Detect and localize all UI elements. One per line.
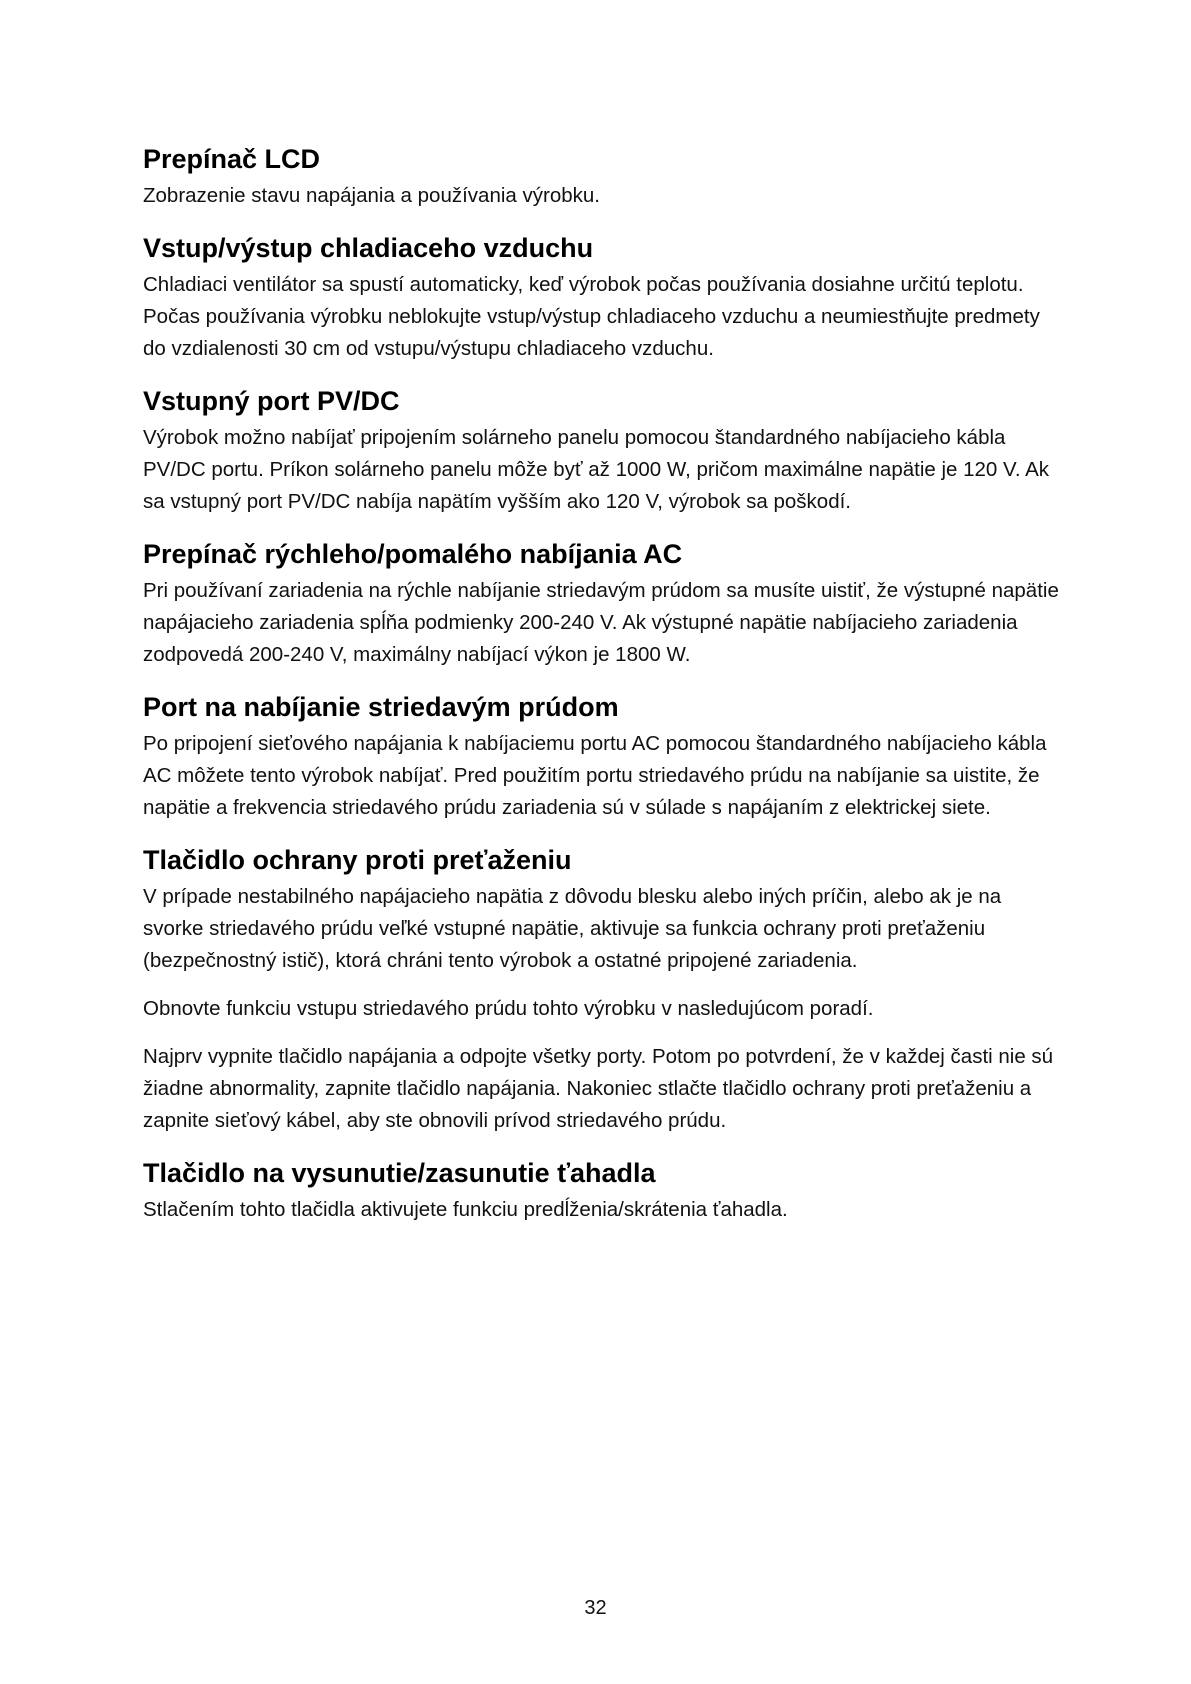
section-paragraph: Zobrazenie stavu napájania a používania výrobku. [143,184,600,207]
section-cooling-air [143,231,1063,365]
section-heading: Port na nabíjanie striedavým prúdom [143,692,619,722]
section-paragraph: Stlačením tohto tlačidla aktivujete funkciu predĺženia/skrátenia ťahadla. [143,1198,788,1221]
section-heading: Vstupný port PV/DC [143,386,400,416]
section-paragraph: Po pripojení sieťového napájania k nabíjaciemu portu AC pomocou štandardného nabíjacieho kábla AC môžete tento výrobok nabíjať. Pred použitím portu striedavého prúdu na nabíjanie sa uistite, že napätie a frekvencia striedavého prúdu zariadenia sú v súlade s napájaním z elektrickej siete. [143,732,1047,819]
section-handle-button [143,1156,1063,1226]
section-heading: Prepínač rýchleho/pomalého nabíjania AC [143,539,683,569]
section-paragraph: Výrobok možno nabíjať pripojením solárneho panelu pomocou štandardného nabíjacieho kábla PV/DC portu. Príkon solárneho panelu môže byť až 1000 W, pričom maximálne napätie je 120 V. Ak sa vstupný port PV/DC nabíja napätím vyšším ako 120 V, výrobok sa poškodí. [143,426,1050,513]
section-paragraph: Najprv vypnite tlačidlo napájania a odpojte všetky porty. Potom po potvrdení, že v každej časti nie sú žiadne abnormality, zapnite tlačidlo napájania. Nakoniec stlačte tlačidlo ochrany proti preťaženiu a zapnite sieťový kábel, aby ste obnovili prívod striedavého prúdu. [143,1045,1054,1132]
page-content [143,142,1063,1245]
section-ac-charging-switch [143,537,1063,671]
section-heading: Tlačidlo ochrany proti preťaženiu [143,845,572,875]
section-ac-charging-port [143,690,1063,824]
section-pv-dc-port [143,384,1063,518]
section-paragraph: Chladiaci ventilátor sa spustí automaticky, keď výrobok počas používania dosiahne určitú teplotu. Počas používania výrobku neblokujte vstup/výstup chladiaceho vzduchu a neumiestňujte predmety do vzdialenosti 30 cm od vstupu/výstupu chladiaceho vzduchu. [143,273,1040,360]
section-lcd-switch [143,142,1063,212]
section-heading: Tlačidlo na vysunutie/zasunutie ťahadla [143,1158,656,1188]
section-paragraph: V prípade nestabilného napájacieho napätia z dôvodu blesku alebo iných príčin, alebo ak je na svorke striedavého prúdu veľké vstupné napätie, aktivuje sa funkcia ochrany proti preťaženiu (bezpečnostný istič), ktorá chráni tento výrobok a ostatné pripojené zariadenia. [143,885,1002,972]
section-paragraph: Obnovte funkciu vstupu striedavého prúdu tohto výrobku v nasledujúcom poradí. [143,997,874,1020]
section-heading: Prepínač LCD [143,144,321,174]
section-overload-protection [143,843,1063,1137]
section-heading: Vstup/výstup chladiaceho vzduchu [143,233,594,263]
section-paragraph: Pri používaní zariadenia na rýchle nabíjanie striedavým prúdom sa musíte uistiť, že výstupné napätie napájacieho zariadenia spĺňa podmienky 200-240 V. Ak výstupné napätie nabíjacieho zariadenia zodpovedá 200-240 V, maximálny nabíjací výkon je 1800 W. [143,579,1059,666]
page-number: 32 [584,1597,607,1619]
